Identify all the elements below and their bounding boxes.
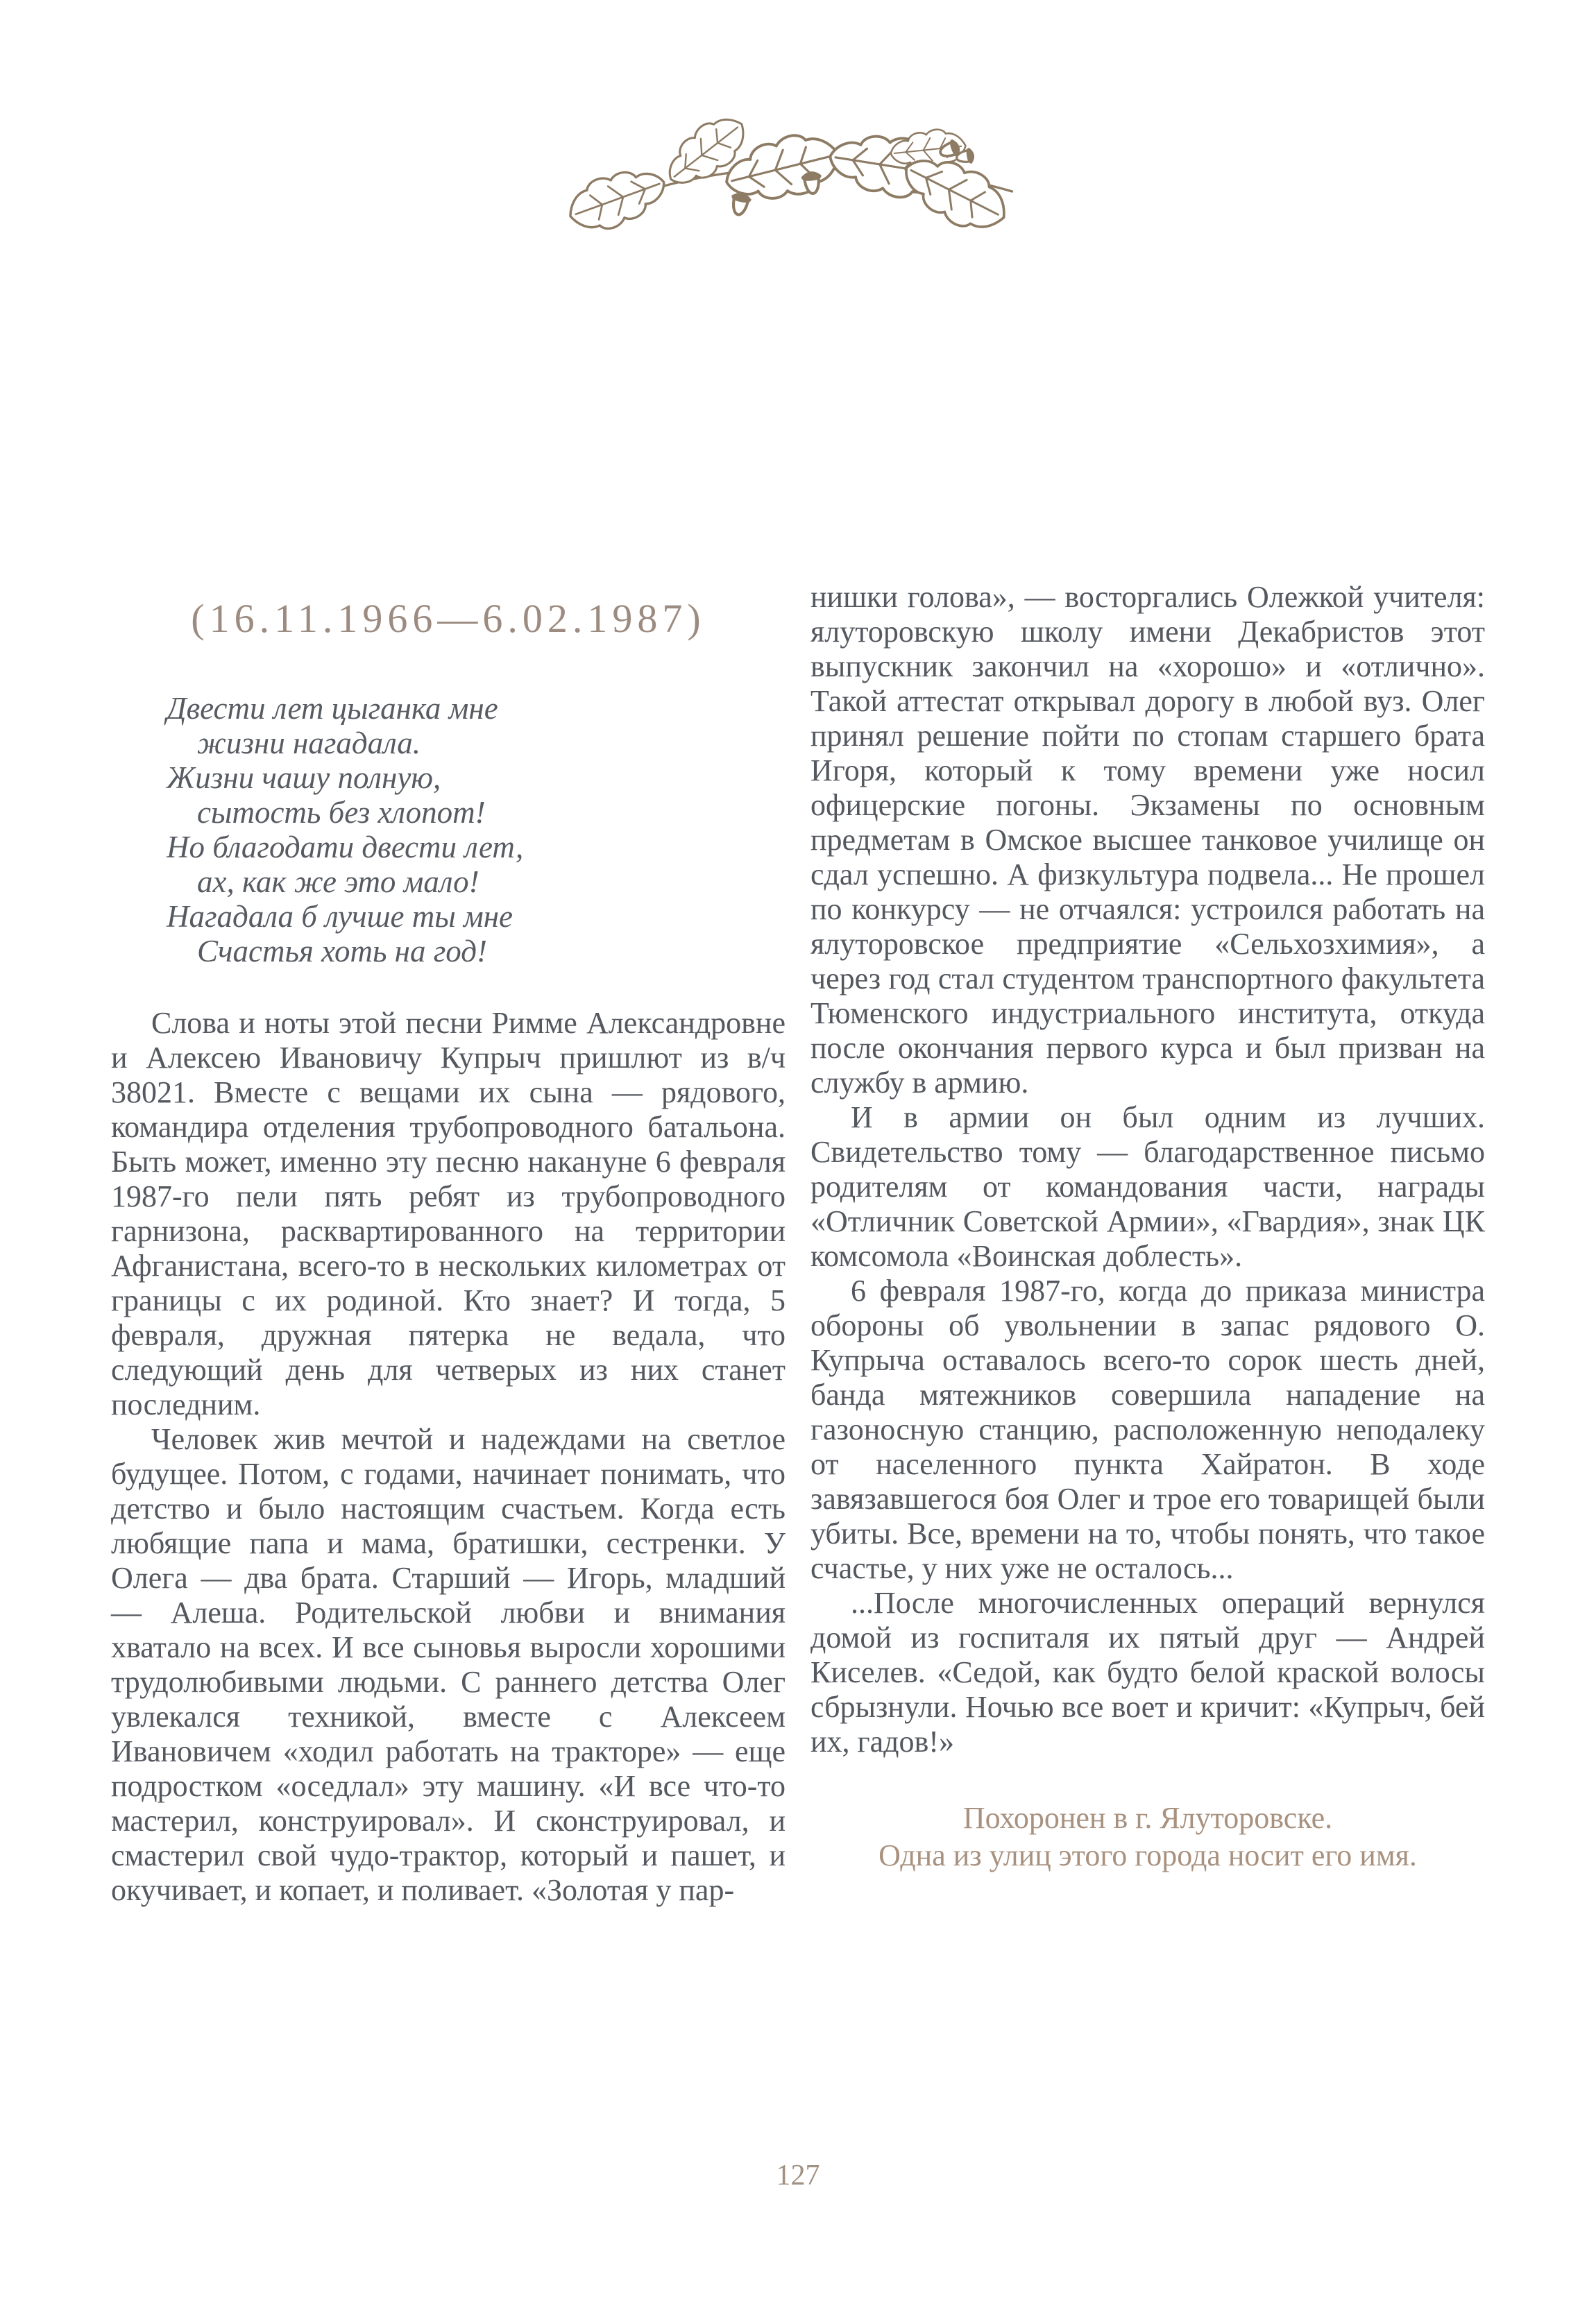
right-column-paragraphs <box>810 580 1485 1759</box>
left-column <box>111 1006 786 1908</box>
poem-line: сытость без хлопот! <box>197 795 486 830</box>
memorial-line: Одна из улиц этого города носит его имя. <box>878 1838 1417 1872</box>
poem-line: Нагадала б лучше ты мне <box>167 899 513 934</box>
poem-line: Жизни чашу полную, <box>167 760 441 795</box>
body-paragraph: И в армии он был одним из лучших. Свидетельство тому — благодарственное письмо родителям от командования части, награды «Отличник Советской Армии», «Гвардия», знак ЦК комсомола «Воинская доблесть». <box>810 1100 1485 1273</box>
oak-branch-ornament <box>555 117 1041 241</box>
poem-line: жизни нагадала. <box>197 726 421 760</box>
poem-line: ах, как же это мало! <box>197 864 479 899</box>
poem-line: Двести лет цыганка мне <box>167 691 498 726</box>
body-paragraph: Слова и ноты этой песни Римме Александровне и Алексею Ивановичу Купрыч пришлют из в/ч 38021. Вместе с вещами их сына — рядового, командира отделения трубопроводного батальона. Быть может, именно эту песню накануне 6 февраля 1987-го пели пять ребят из трубопроводного гарнизона, расквартированного на территории Афганистана, всего-то в нескольких километрах от границы с их родиной. Кто знает? И тогда, 5 февраля, дружная пятерка не ведала, что следующий день для четверых из них станет последним. <box>111 1006 786 1421</box>
body-paragraph: Человек жив мечтой и надеждами на светлое будущее. Потом, с годами, начинает понимать, что детство и было настоящим счастьем. Когда есть любящие папа и мама, братишки, сестренки. У Олега — два брата. Старший — Игорь, младший — Алеша. Родительской любви и внимания хватало на всех. И все сыновья выросли хорошими трудолюбивыми людьми. С раннего детства Олег увлекался техникой, вместе с Алексеем Ивановичем «ходил работать на тракторе» — еще подростком «оседлал» эту машину. «И все что-то мастерил, конструировал». И сконструировал, и смастерил свой чудо-трактор, который и пашет, и окучивает, и копает, и поливает. «Золотая у пар- <box>111 1422 786 1907</box>
poem-line: Счастья хоть на год! <box>197 934 487 968</box>
page-number: 127 <box>776 2160 820 2191</box>
dates-heading: (16.11.1966—6.02.1987) <box>191 596 706 641</box>
memorial-line: Похоронен в г. Ялуторовске. <box>962 1801 1333 1835</box>
body-paragraph: нишки голова», — восторгались Олежкой учителя: ялуторовскую школу имени Декабристов этот выпускник закончил на «хорошо» и «отлично». Такой аттестат открывал дорогу в любой вуз. Олег принял решение пойти по стопам старшего брата Игоря, который к тому времени уже носил офицерские погоны. Экзамены по основным предметам в Омское высшее танковое училище он сдал успешно. А физкультура подвела... Не прошел по конкурсу — не отчаялся: устроился работать на ялуторовское предприятие «Сельхозхимия», а через год стал студентом транспортного факультета Тюменского индустриального института, откуда после окончания первого курса и был призван на службу в армию. <box>810 580 1485 1100</box>
body-paragraph: ...После многочисленных операций вернулся домой из госпиталя их пятый друг — Андрей Киселев. «Седой, как будто белой краской волосы сбрызнули. Ночью все воет и кричит: «Купрыч, бей их, гадов!» <box>810 1586 1485 1759</box>
poem <box>167 691 523 968</box>
memorial-note <box>810 1800 1485 1874</box>
body-paragraph: 6 февраля 1987-го, когда до приказа министра обороны об увольнении в запас рядового О. Купрыча оставалось всего-то сорок шесть дней, банда мятежников совершила нападение на газоносную станцию, расположенную неподалеку от населенного пункта Хайратон. В ходе завязавшегося боя Олег и трое его товарищей были убиты. Все, времени на то, чтобы понять, что такое счастье, у них уже не осталось... <box>810 1274 1485 1585</box>
poem-line: Но благодати двести лет, <box>167 830 524 864</box>
right-column <box>810 580 1485 1874</box>
